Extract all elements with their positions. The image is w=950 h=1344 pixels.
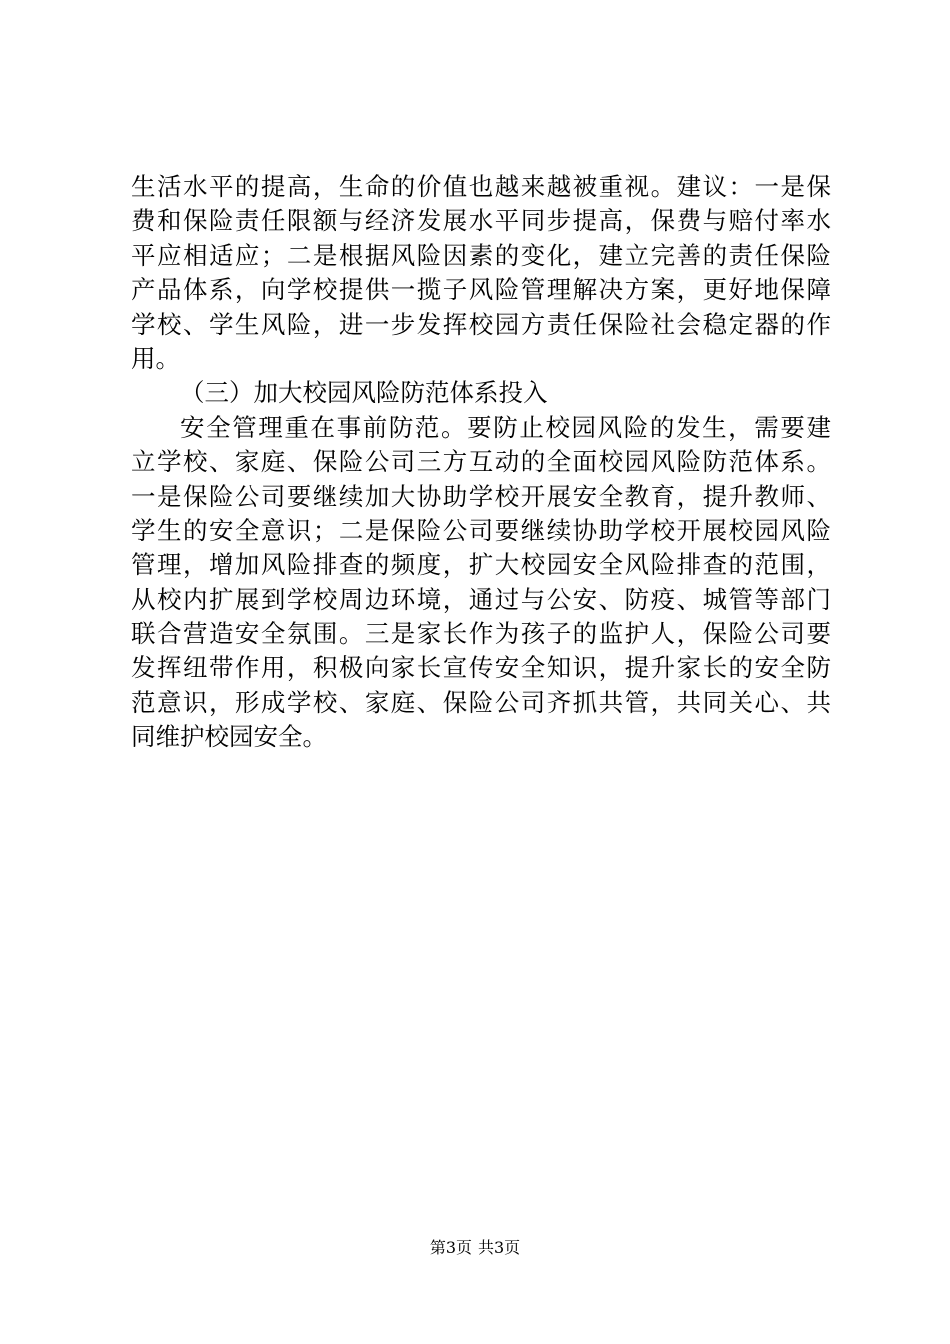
page-number: 第3页 [429,1238,472,1257]
paragraph-line: 同维护校园安全。 [131,722,327,752]
paragraph-line: 一是保险公司要继续加大协助学校开展安全教育，提升教师、 [131,481,831,511]
page-footer [0,1237,950,1259]
document-body [131,170,831,755]
paragraph-line: 产品体系，向学校提供一揽子风险管理解决方案，更好地保障 [131,275,831,305]
paragraph-line: 学生的安全意识；二是保险公司要继续协助学校开展校园风险 [131,515,831,545]
paragraph-line: 范意识，形成学校、家庭、保险公司齐抓共管，共同关心、共 [131,687,831,717]
paragraph-line: 用。 [131,343,180,373]
paragraph-line: 学校、学生风险，进一步发挥校园方责任保险社会稳定器的作 [131,309,831,339]
paragraph-line: 管理，增加风险排查的频度，扩大校园安全风险排查的范围， [131,550,831,580]
paragraph-line: 从校内扩展到学校周边环境，通过与公安、防疫、城管等部门 [131,584,831,614]
section-heading: （三）加大校园风险防范体系投入 [180,378,548,408]
paragraph-line: 发挥纽带作用，积极向家长宣传安全知识，提升家长的安全防 [131,653,831,683]
paragraph-line: 生活水平的提高，生命的价值也越来越被重视。建议：一是保 [131,172,831,201]
page-total: 共3页 [478,1238,521,1257]
paragraph-line: 平应相适应；二是根据风险因素的变化，建立完善的责任保险 [131,240,831,270]
paragraph-line: 费和保险责任限额与经济发展水平同步提高，保费与赔付率水 [131,206,831,236]
paragraph-line: 安全管理重在事前防范。要防止校园风险的发生，需要建 [180,412,831,442]
paragraph-line: 立学校、家庭、保险公司三方互动的全面校园风险防范体系。 [131,447,831,477]
paragraph-line: 联合营造安全氛围。三是家长作为孩子的监护人，保险公司要 [131,619,831,649]
